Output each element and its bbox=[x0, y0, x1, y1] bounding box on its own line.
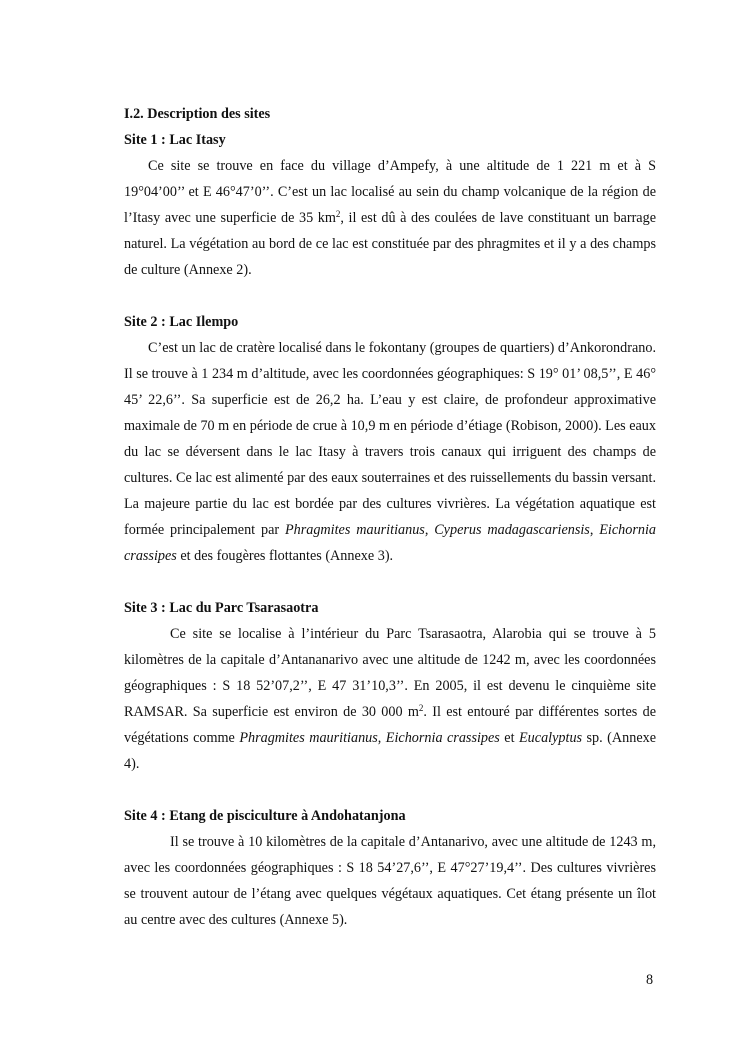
site-2-text-a: C’est un lac de cratère localisé dans le fokontany (groupes de quartiers) d’Ankorondrano. Il se trouve à 1 234 m d’altitude, avec les coordonnées géographiques: S 19° 01’ 08,5’’, E 46° 45’ 22,6’’. Sa superficie est de 26,2 ha. L’eau y est claire, de profondeur approximative maximale de 70 m en période de crue à 10,9 m en période d’étiage (Robison, 2000). Les eaux du lac se déversent dans le lac Itasy à travers trois canaux qui irriguent des champs de cultures. Ce lac est alimenté par des eaux souterraines et des ruissellements du bassin versant. La majeure partie du lac est bordée par des cultures vivrières. La végétation aquatique est formée principalement par bbox=[124, 340, 656, 538]
site-2-sep-2: , bbox=[589, 522, 600, 538]
site-2-species-3: Eichornia crassipes bbox=[124, 522, 656, 564]
site-3-heading: Site 3 : Lac du Parc Tsarasaotra bbox=[124, 600, 319, 616]
site-3-sep-2: et bbox=[499, 730, 520, 746]
page-number: 8 bbox=[646, 972, 654, 988]
site-3-paragraph bbox=[124, 621, 656, 777]
site-1-heading: Site 1 : Lac Itasy bbox=[124, 132, 226, 148]
site-3-sep-1: , bbox=[377, 730, 386, 746]
site-2-sep-1: , bbox=[424, 522, 435, 538]
spacer bbox=[124, 777, 656, 803]
site-2-species-1: Phragmites mauritianus bbox=[284, 522, 425, 538]
site-3-text-b: . Il est entouré par différentes sortes de végétations comme bbox=[124, 704, 656, 746]
site-1-text-a: Ce site se trouve en face du village d’Ampefy, à une altitude de 1 221 m et à S 19°04’00’’ et E 46°47’0’’. C’est un lac localisé au sein du champ volcanique de la région de l’Itasy avec une superficie de 35 km bbox=[124, 158, 656, 226]
site-3-superscript: 2 bbox=[418, 703, 424, 713]
site-2-species-2: Cyperus madagascariensis bbox=[434, 522, 590, 538]
site-4-heading: Site 4 : Etang de pisciculture à Andohatanjona bbox=[124, 808, 406, 824]
site-2-paragraph bbox=[124, 335, 656, 569]
section-title: I.2. Description des sites bbox=[124, 106, 271, 122]
site-1-superscript: 2 bbox=[335, 209, 341, 219]
site-1-paragraph bbox=[124, 153, 656, 283]
site-2-heading: Site 2 : Lac Ilempo bbox=[124, 314, 239, 330]
spacer bbox=[124, 283, 656, 309]
page-content bbox=[124, 101, 656, 933]
spacer bbox=[124, 569, 656, 595]
site-3-species-2: Eichornia crassipes bbox=[385, 730, 500, 746]
site-4-paragraph bbox=[124, 829, 656, 933]
site-1-text-b: , il est dû à des coulées de lave constituant un barrage naturel. La végétation au bord de ce lac est constituée par des phragmites et il y a des champs de culture (Annexe 2). bbox=[124, 210, 656, 278]
site-3-text-d: sp. (Annexe 4). bbox=[124, 730, 657, 772]
site-3-species-3: Eucalyptus bbox=[519, 730, 583, 746]
site-3-species-1: Phragmites mauritianus bbox=[239, 730, 378, 746]
site-3-text-a: Ce site se localise à l’intérieur du Parc Tsarasaotra, Alarobia qui se trouve à 5 kilomètres de la capitale d’Antananarivo avec une altitude de 1242 m, avec les coordonnées géographiques : S 18 52’07,2’’, E 47 31’10,3’’. En 2005, il est devenu le cinquième site RAMSAR. Sa superficie est environ de 30 000 m bbox=[124, 626, 656, 720]
site-2-text-d: et des fougères flottantes (Annexe 3). bbox=[176, 548, 394, 564]
site-4-text-a: Il se trouve à 10 kilomètres de la capitale d’Antanarivo, avec une altitude de 1243 m, avec les coordonnées géographiques : S 18 54’27,6’’, E 47°27’19,4’’. Des cultures vivrières se trouvent autour de l’étang avec quelques végétaux aquatiques. Cet étang présente un îlot au centre avec des cultures (Annexe 5). bbox=[124, 834, 656, 928]
